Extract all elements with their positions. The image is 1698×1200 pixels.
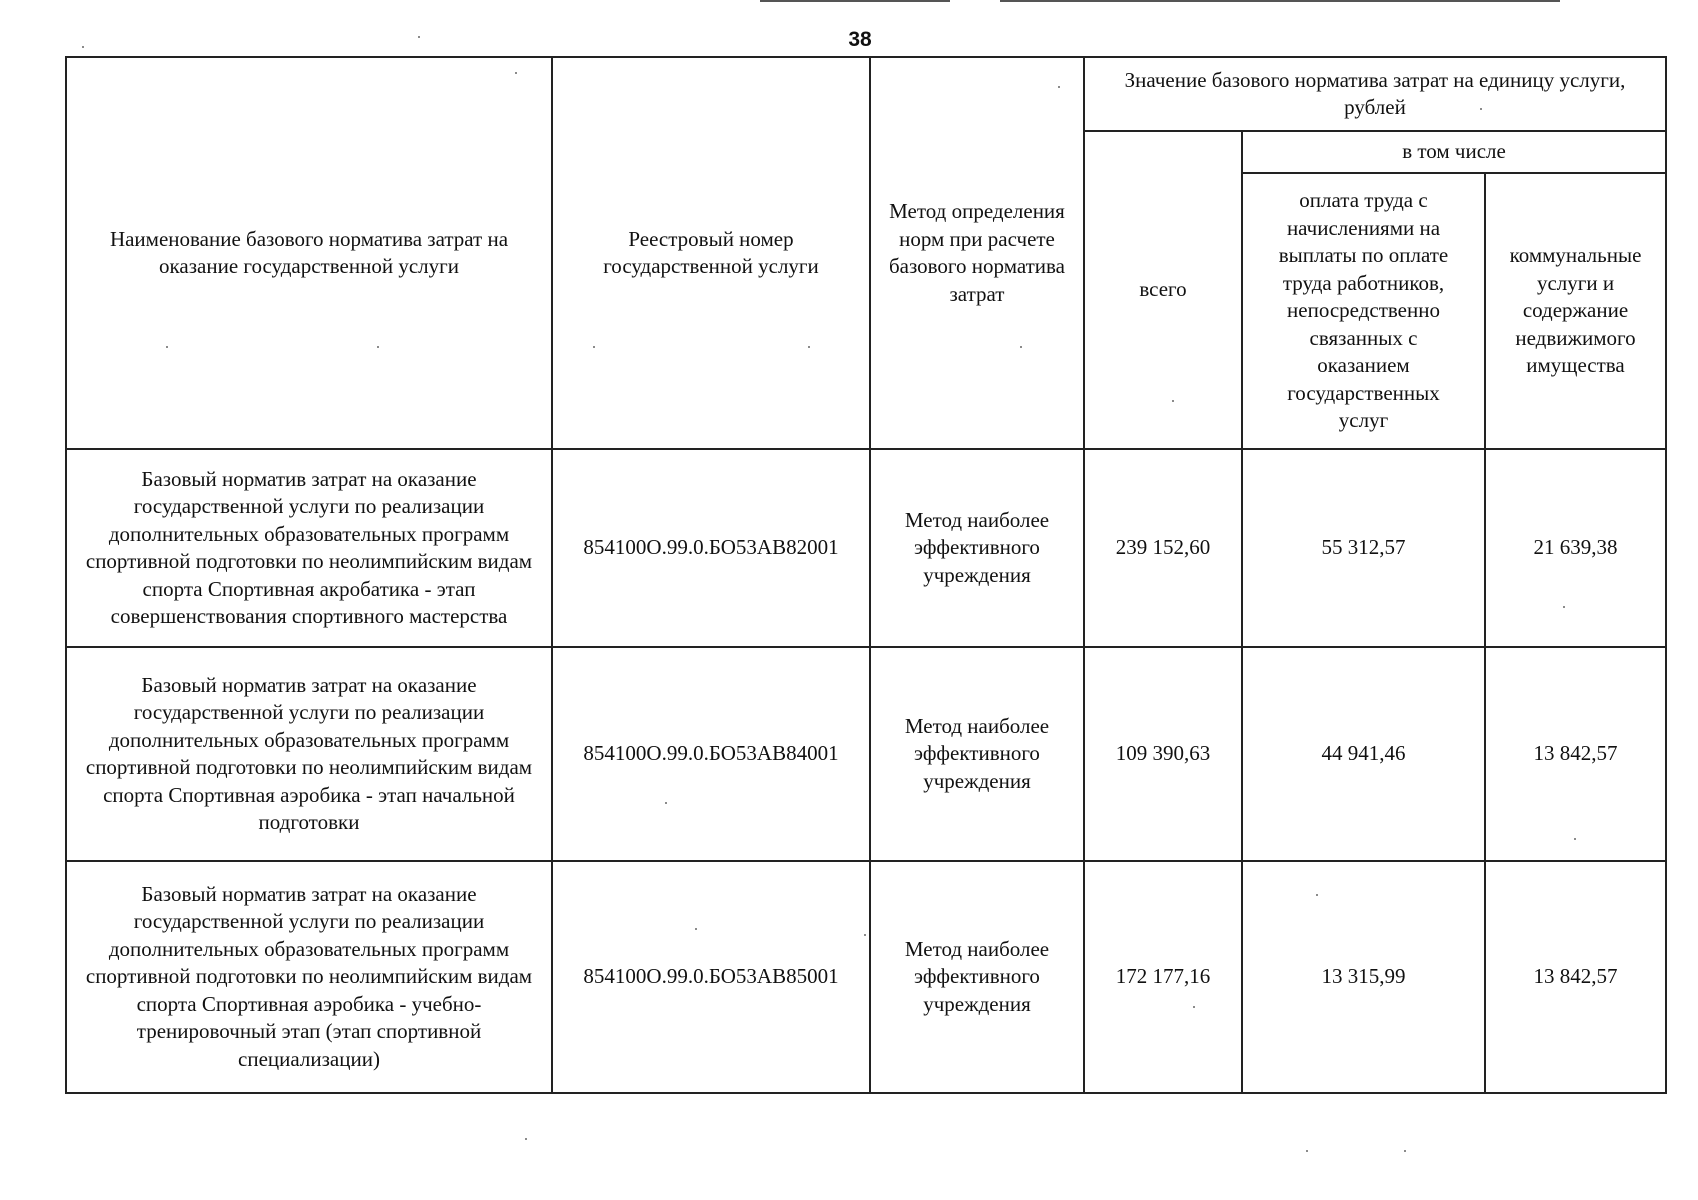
cell-name: Базовый норматив затрат на оказание государственной услуги по реализации дополнительных образовательных программ спортивной подготовки по неолимпийским видам спорта Спортивная акробатика - этап совершенствования спортивного мастерства xyxy=(66,449,552,647)
scan-speck xyxy=(515,72,517,74)
cell-method: Метод наиболее эффективного учреждения xyxy=(870,647,1084,861)
header-name: Наименование базового норматива затрат на оказание государственной услуги xyxy=(66,57,552,449)
scan-speck xyxy=(1563,606,1565,608)
cell-total: 239 152,60 xyxy=(1084,449,1242,647)
scan-speck xyxy=(1193,1006,1195,1008)
page-number: 38 xyxy=(848,28,872,51)
scan-speck xyxy=(1058,86,1060,88)
cell-method: Метод наиболее эффективного учреждения xyxy=(870,449,1084,647)
header-utilities: коммунальные услуги и содержание недвижимого имущества xyxy=(1485,173,1666,449)
scan-speck xyxy=(525,1138,527,1140)
cell-method: Метод наиболее эффективного учреждения xyxy=(870,861,1084,1093)
table-row xyxy=(66,647,1666,861)
scan-top-rule-right xyxy=(1000,0,1560,2)
table-row xyxy=(66,449,1666,647)
scan-speck xyxy=(418,36,420,38)
scan-speck xyxy=(808,346,810,348)
header-row-1 xyxy=(66,57,1666,131)
cell-labor: 13 315,99 xyxy=(1242,861,1485,1093)
scan-speck xyxy=(82,46,84,48)
header-including: в том числе xyxy=(1242,131,1666,173)
cell-utilities: 13 842,57 xyxy=(1485,861,1666,1093)
scan-speck xyxy=(377,346,379,348)
scan-speck xyxy=(1574,838,1576,840)
scan-speck xyxy=(1172,400,1174,402)
scan-speck xyxy=(593,346,595,348)
cell-utilities: 21 639,38 xyxy=(1485,449,1666,647)
cost-norms-table xyxy=(65,56,1667,1094)
header-total: всего xyxy=(1084,131,1242,449)
cell-name: Базовый норматив затрат на оказание государственной услуги по реализации дополнительных образовательных программ спортивной подготовки по неолимпийским видам спорта Спортивная аэробика - этап начальной подготовки xyxy=(66,647,552,861)
header-value-group: Значение базового норматива затрат на единицу услуги, рублей xyxy=(1084,57,1666,131)
scan-top-rule-left xyxy=(760,0,950,2)
scan-speck xyxy=(864,934,866,936)
scan-speck xyxy=(665,802,667,804)
scan-speck xyxy=(1020,346,1022,348)
cell-total: 109 390,63 xyxy=(1084,647,1242,861)
cell-total: 172 177,16 xyxy=(1084,861,1242,1093)
cell-utilities: 13 842,57 xyxy=(1485,647,1666,861)
scan-speck xyxy=(1306,1150,1308,1152)
cell-labor: 55 312,57 xyxy=(1242,449,1485,647)
scan-speck xyxy=(166,346,168,348)
scan-speck xyxy=(1316,894,1318,896)
scan-speck xyxy=(1404,1150,1406,1152)
cell-registry: 854100О.99.0.БО53АВ84001 xyxy=(552,647,870,861)
cell-name: Базовый норматив затрат на оказание государственной услуги по реализации дополнительных образовательных программ спортивной подготовки по неолимпийским видам спорта Спортивная аэробика - учебно-тренировочный этап (этап спортивной специализации) xyxy=(66,861,552,1093)
header-labor: оплата труда с начислениями на выплаты по оплате труда работников, непосредственно связанных с оказанием государственных услуг xyxy=(1242,173,1485,449)
header-method: Метод определения норм при расчете базового норматива затрат xyxy=(870,57,1084,449)
scan-speck xyxy=(695,928,697,930)
cell-labor: 44 941,46 xyxy=(1242,647,1485,861)
table-row xyxy=(66,861,1666,1093)
scan-speck xyxy=(1480,108,1482,110)
cell-registry: 854100О.99.0.БО53АВ82001 xyxy=(552,449,870,647)
cell-registry: 854100О.99.0.БО53АВ85001 xyxy=(552,861,870,1093)
header-registry: Реестровый номер государственной услуги xyxy=(552,57,870,449)
